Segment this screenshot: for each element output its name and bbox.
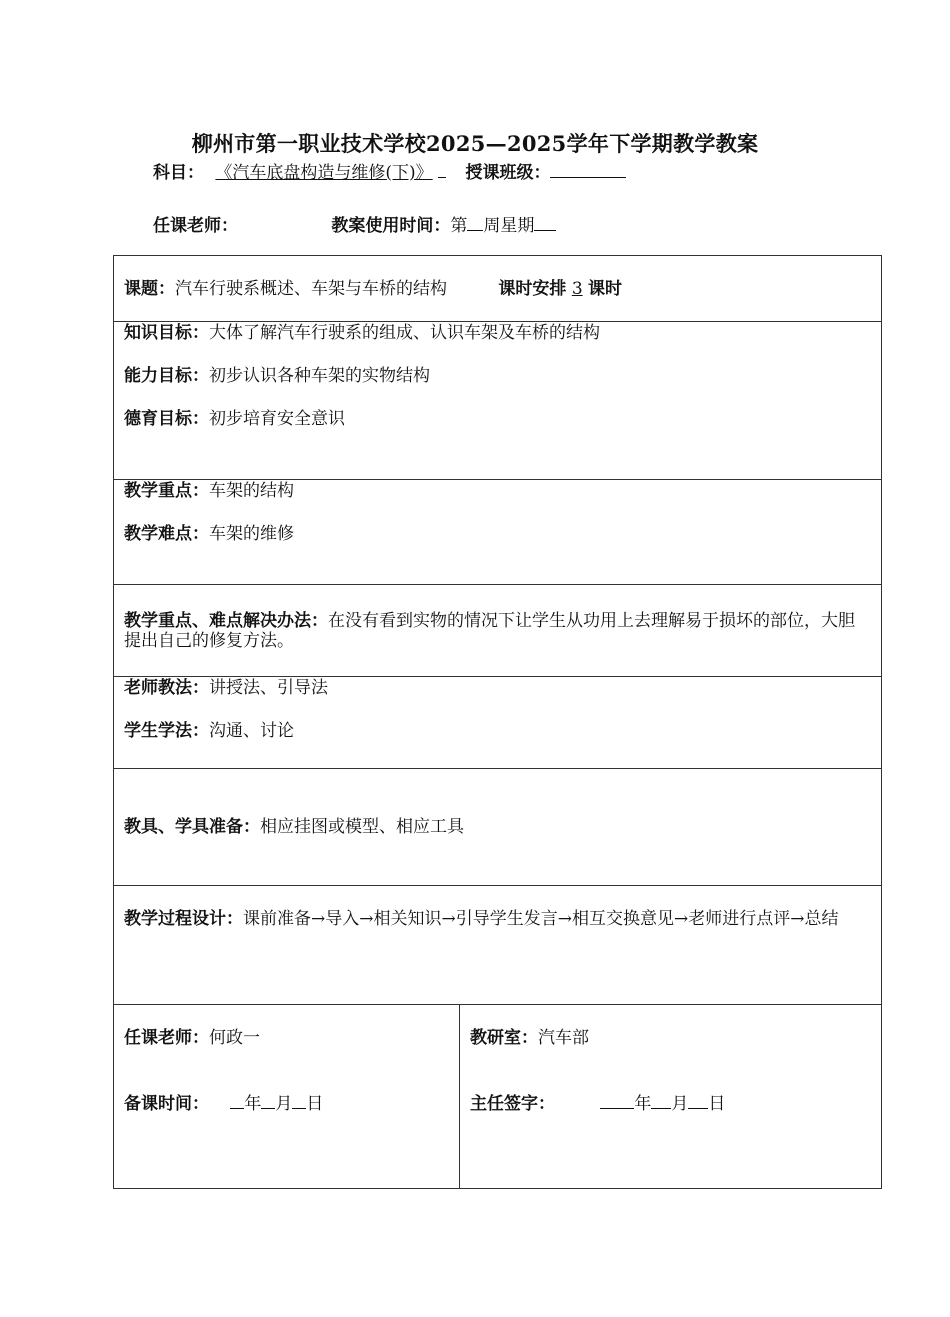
hours-label: 课时安排 [498,279,567,299]
office-label: 教研室： [470,1028,538,1048]
difficulty-value: 车架的维修 [209,524,294,544]
focus-row [114,480,881,585]
learning-method-value: 沟通、讨论 [209,721,294,741]
solution-label: 教学重点、难点解决办法： [124,611,328,631]
subject-line [153,158,626,183]
teaching-method-label: 老师教法： [124,678,209,698]
week-blank [467,216,483,231]
tools-value: 相应挂图或模型、相应工具 [260,817,464,837]
teacher-time-line [153,211,556,236]
key-point-value: 车架的结构 [209,481,294,501]
sign-month-blank [651,1094,671,1109]
prep-year: 年 [244,1094,262,1114]
prep-day: 日 [306,1094,324,1114]
topic-label: 课题： [124,279,175,299]
footer-row [114,1005,881,1188]
sign-year-blank [600,1094,634,1109]
learning-method-label: 学生学法： [124,721,209,741]
subject-value: 《汽车底盘构造与维修(下)》 [215,163,433,183]
knowledge-objective-value: 大体了解汽车行驶系的组成、认识车架及车桥的结构 [209,323,600,343]
topic-value: 汽车行驶系概述、车架与车桥的结构 [175,279,447,299]
lesson-plan-table [113,255,882,1189]
sign-year: 年 [634,1094,652,1114]
sign-day: 日 [708,1094,726,1114]
prep-month-blank [261,1094,275,1109]
prep-month: 月 [275,1094,293,1114]
ability-objective-label: 能力目标： [124,366,209,386]
sign-day-blank [688,1094,708,1109]
process-label: 教学过程设计： [124,909,243,929]
process-value: 课前准备→导入→相关知识→引导学生发言→相互交换意见→老师进行点评→总结 [243,909,839,929]
tools-label: 教具、学具准备： [124,817,260,837]
prep-day-blank [292,1094,306,1109]
ability-objective-value: 初步认识各种车架的实物结构 [209,366,430,386]
objective-item [124,365,871,387]
process-row [114,886,881,1005]
tools-row [114,769,881,886]
topic-row [114,256,881,322]
class-label: 授课班级： [465,163,551,183]
key-point-label: 教学重点： [124,481,209,501]
methods-row [114,677,881,769]
office-value: 汽车部 [538,1028,589,1048]
time-mid: 周星期 [483,216,535,236]
teaching-method-value: 讲授法、引导法 [209,678,328,698]
prep-time-label: 备课时间： [124,1094,209,1114]
subject-label: 科目： [153,163,204,183]
moral-objective-value: 初步培育安全意识 [209,409,345,429]
knowledge-objective-label: 知识目标： [124,323,209,343]
solution-row [114,585,881,677]
sign-label: 主任签字： [470,1094,555,1114]
sign-month: 月 [671,1094,689,1114]
weekday-blank [534,216,556,231]
hours-value: 3 [571,279,583,299]
solution-value: 在没有看到实物的情况下让学生从功用上去理解易于损坏的部位，大胆提出自己的修复方法。 [124,611,855,651]
subject-underline-tail [438,163,446,178]
moral-objective-label: 德育目标： [124,409,209,429]
footer-teacher-value: 何政一 [209,1028,260,1048]
page-title: 柳州市第一职业技术学校2025—2025学年下学期教学教案 [191,131,759,156]
objective-item [124,408,871,430]
class-blank [550,163,626,178]
footer-teacher-label: 任课老师： [124,1028,209,1048]
hours-unit: 课时 [588,279,623,299]
difficulty-label: 教学难点： [124,524,209,544]
footer-divider [459,1005,460,1188]
teacher-label: 任课老师： [153,216,238,236]
objectives-row [114,322,881,480]
time-prefix: 第 [450,216,468,236]
objective-item [124,322,871,344]
prep-year-blank [230,1094,244,1109]
time-label: 教案使用时间： [331,216,451,236]
